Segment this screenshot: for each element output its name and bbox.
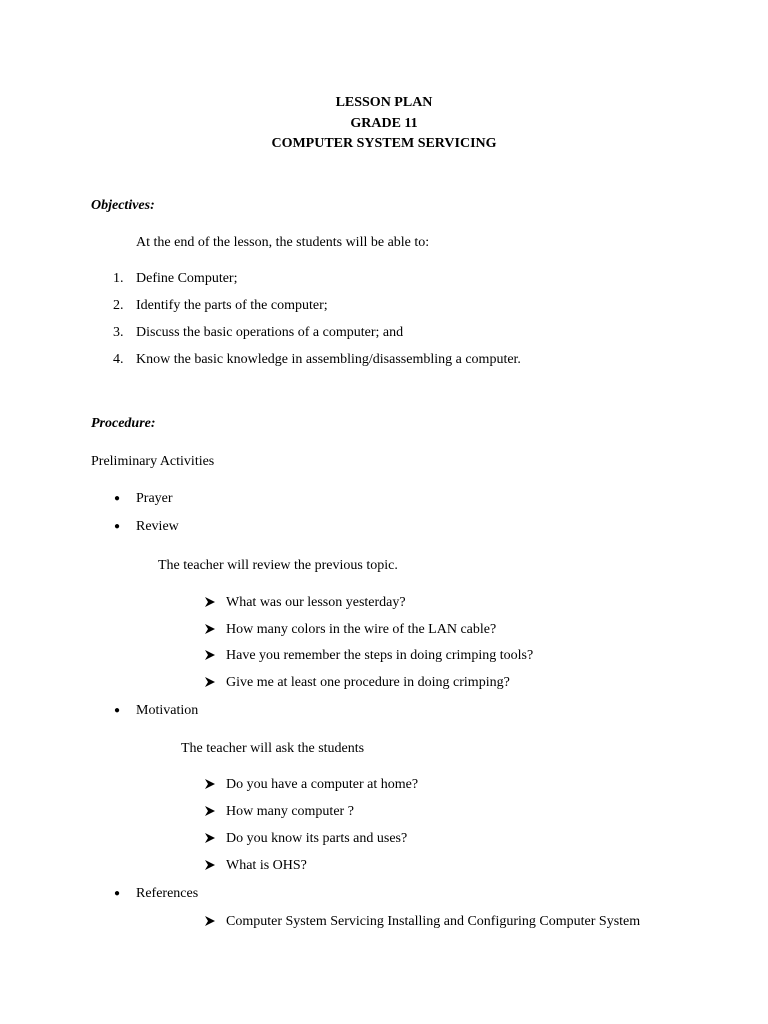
review-question: How many colors in the wire of the LAN cable?: [226, 622, 497, 637]
arrowhead-bullet-icon: [204, 778, 216, 790]
motivation-item: Motivation: [136, 703, 199, 718]
title-line-1: LESSON PLAN: [335, 95, 433, 110]
prayer-item: Prayer: [136, 491, 173, 506]
references-item: References: [136, 886, 199, 901]
arrowhead-bullet-icon: [204, 915, 216, 927]
title-line-2: GRADE 11: [350, 116, 418, 131]
objectives-intro: At the end of the lesson, the students will be able to:: [136, 235, 430, 250]
objective-item: Know the basic knowledge in assembling/disassembling a computer.: [136, 352, 521, 367]
objective-item: Define Computer;: [136, 271, 238, 286]
objective-number: 1.: [113, 271, 124, 286]
bullet-icon: ●: [114, 521, 121, 532]
objective-number: 3.: [113, 325, 124, 340]
objective-item: Identify the parts of the computer;: [136, 298, 328, 313]
reference-entry: Computer System Servicing Installing and Configuring Computer System: [226, 914, 641, 929]
arrowhead-bullet-icon: [204, 596, 216, 608]
review-item: Review: [136, 519, 179, 534]
title-line-3: COMPUTER SYSTEM SERVICING: [271, 136, 497, 151]
motivation-intro: The teacher will ask the students: [181, 741, 365, 756]
arrowhead-bullet-icon: [204, 832, 216, 844]
bullet-icon: ●: [114, 705, 121, 716]
objective-number: 2.: [113, 298, 124, 313]
objective-number: 4.: [113, 352, 124, 367]
objectives-heading: Objectives:: [91, 198, 155, 213]
review-question: Have you remember the steps in doing crimping tools?: [226, 648, 534, 663]
arrowhead-bullet-icon: [204, 859, 216, 871]
arrowhead-bullet-icon: [204, 805, 216, 817]
motivation-question: What is OHS?: [226, 858, 307, 873]
bullet-icon: ●: [114, 493, 121, 504]
motivation-question: How many computer ?: [226, 804, 354, 819]
arrowhead-bullet-icon: [204, 649, 216, 661]
objective-item: Discuss the basic operations of a computer; and: [136, 325, 404, 340]
review-question: What was our lesson yesterday?: [226, 595, 406, 610]
arrowhead-bullet-icon: [204, 676, 216, 688]
review-question: Give me at least one procedure in doing crimping?: [226, 675, 510, 690]
review-intro: The teacher will review the previous topic.: [158, 558, 398, 573]
procedure-heading: Procedure:: [91, 416, 156, 431]
bullet-icon: ●: [114, 888, 121, 899]
preliminary-activities: Preliminary Activities: [91, 454, 215, 469]
arrowhead-bullet-icon: [204, 623, 216, 635]
motivation-question: Do you have a computer at home?: [226, 777, 419, 792]
motivation-question: Do you know its parts and uses?: [226, 831, 408, 846]
